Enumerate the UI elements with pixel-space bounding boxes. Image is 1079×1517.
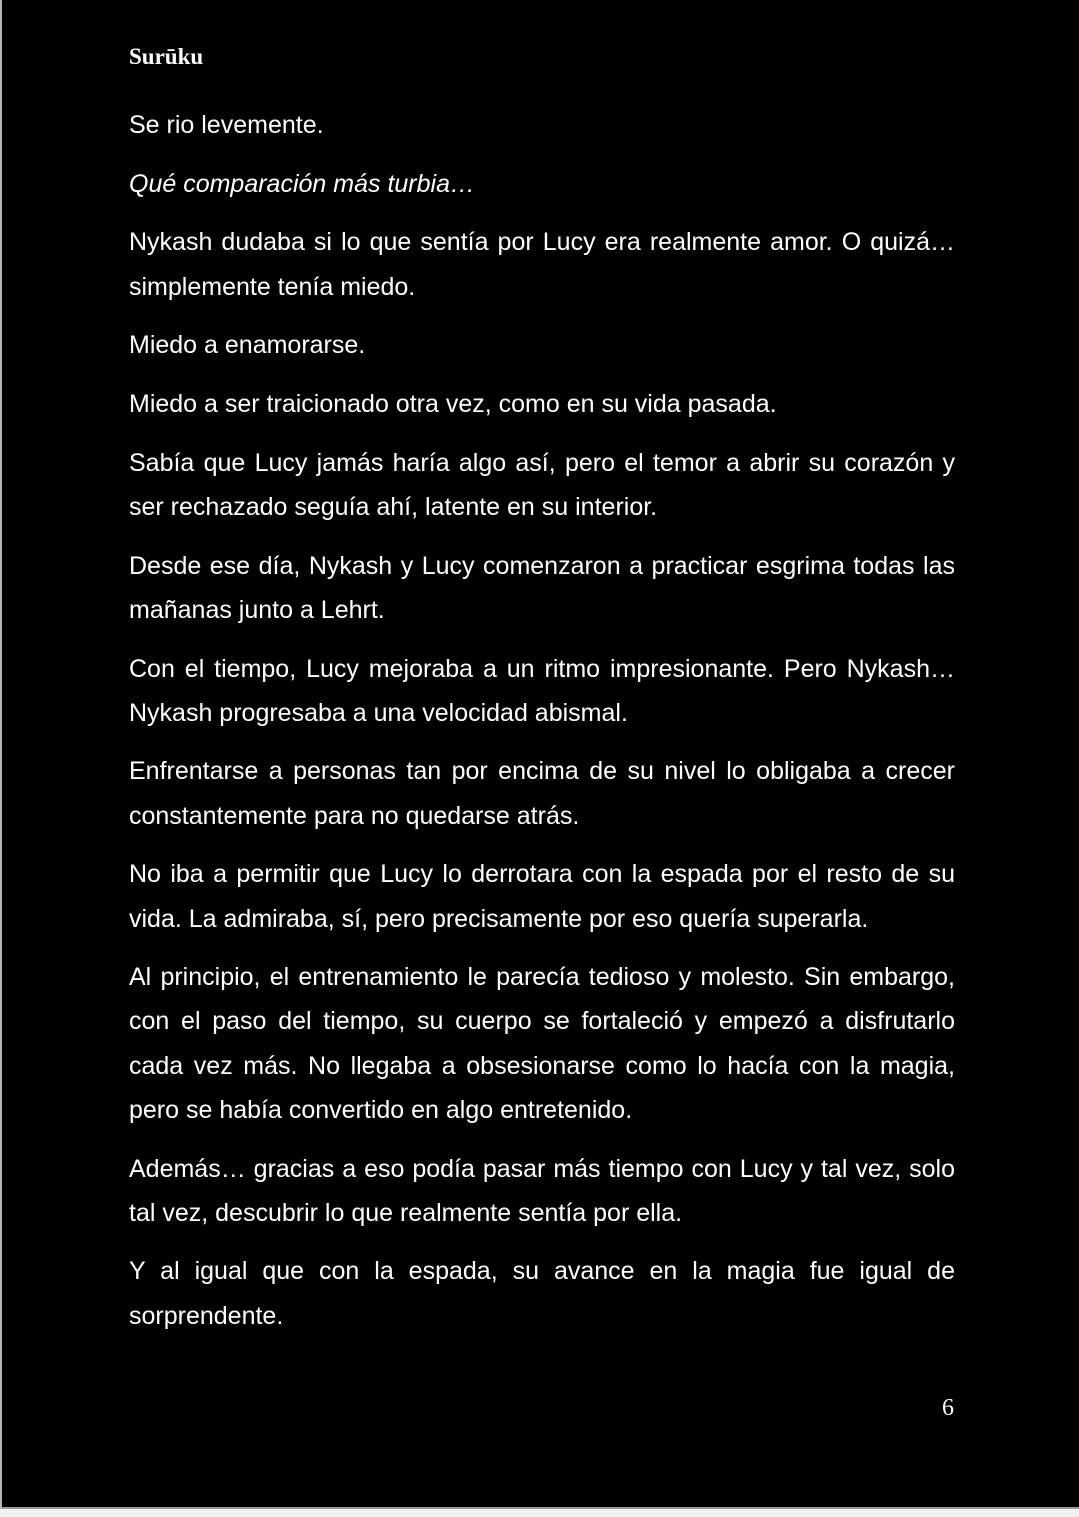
paragraph: Miedo a ser traicionado otra vez, como en su vida pasada. (129, 390, 777, 419)
page-number: 6 (942, 1395, 954, 1421)
running-header: Surūku (129, 44, 204, 69)
paragraph: Nykash dudaba si lo que sentía por Lucy era realmente amor. O quizá… simplemente tenía miedo. (129, 228, 955, 301)
paragraph: No iba a permitir que Lucy lo derrotara con la espada por el resto de su vida. La admiraba, sí, pero precisamente por eso quería superarla. (129, 860, 955, 933)
paragraph-italic-thought: Qué comparación más turbia… (129, 169, 475, 198)
paragraph: Desde ese día, Nykash y Lucy comenzaron a practicar esgrima todas las mañanas junto a Lehrt. (129, 551, 955, 624)
paragraph: Con el tiempo, Lucy mejoraba a un ritmo impresionante. Pero Nykash… Nykash progresaba a una velocidad abismal. (129, 654, 955, 727)
paragraph: Además… gracias a eso podía pasar más tiempo con Lucy y tal vez, solo tal vez, descubrir lo que realmente sentía por ella. (129, 1154, 955, 1227)
paragraph: Se rio levemente. (129, 111, 324, 139)
paragraph: Sabía que Lucy jamás haría algo así, pero el temor a abrir su corazón y ser rechazado seguía ahí, latente en su interior. (129, 448, 955, 521)
paragraph: Enfrentarse a personas tan por encima de su nivel lo obligaba a crecer constantemente para no quedarse atrás. (129, 757, 955, 830)
document-page (2, 0, 1079, 1509)
paragraph: Y al igual que con la espada, su avance en la magia fue igual de sorprendente. (129, 1257, 955, 1330)
paragraph: Miedo a enamorarse. (129, 331, 366, 360)
paragraph: Al principio, el entrenamiento le parecía tedioso y molesto. Sin embargo, con el paso del tiempo, su cuerpo se fortaleció y empezó a disfrutarlo cada vez más. No llegaba a obsesionarse como lo hacía con la magia, pero se había convertido en algo entretenido. (129, 963, 955, 1124)
page-body (129, 103, 955, 1352)
